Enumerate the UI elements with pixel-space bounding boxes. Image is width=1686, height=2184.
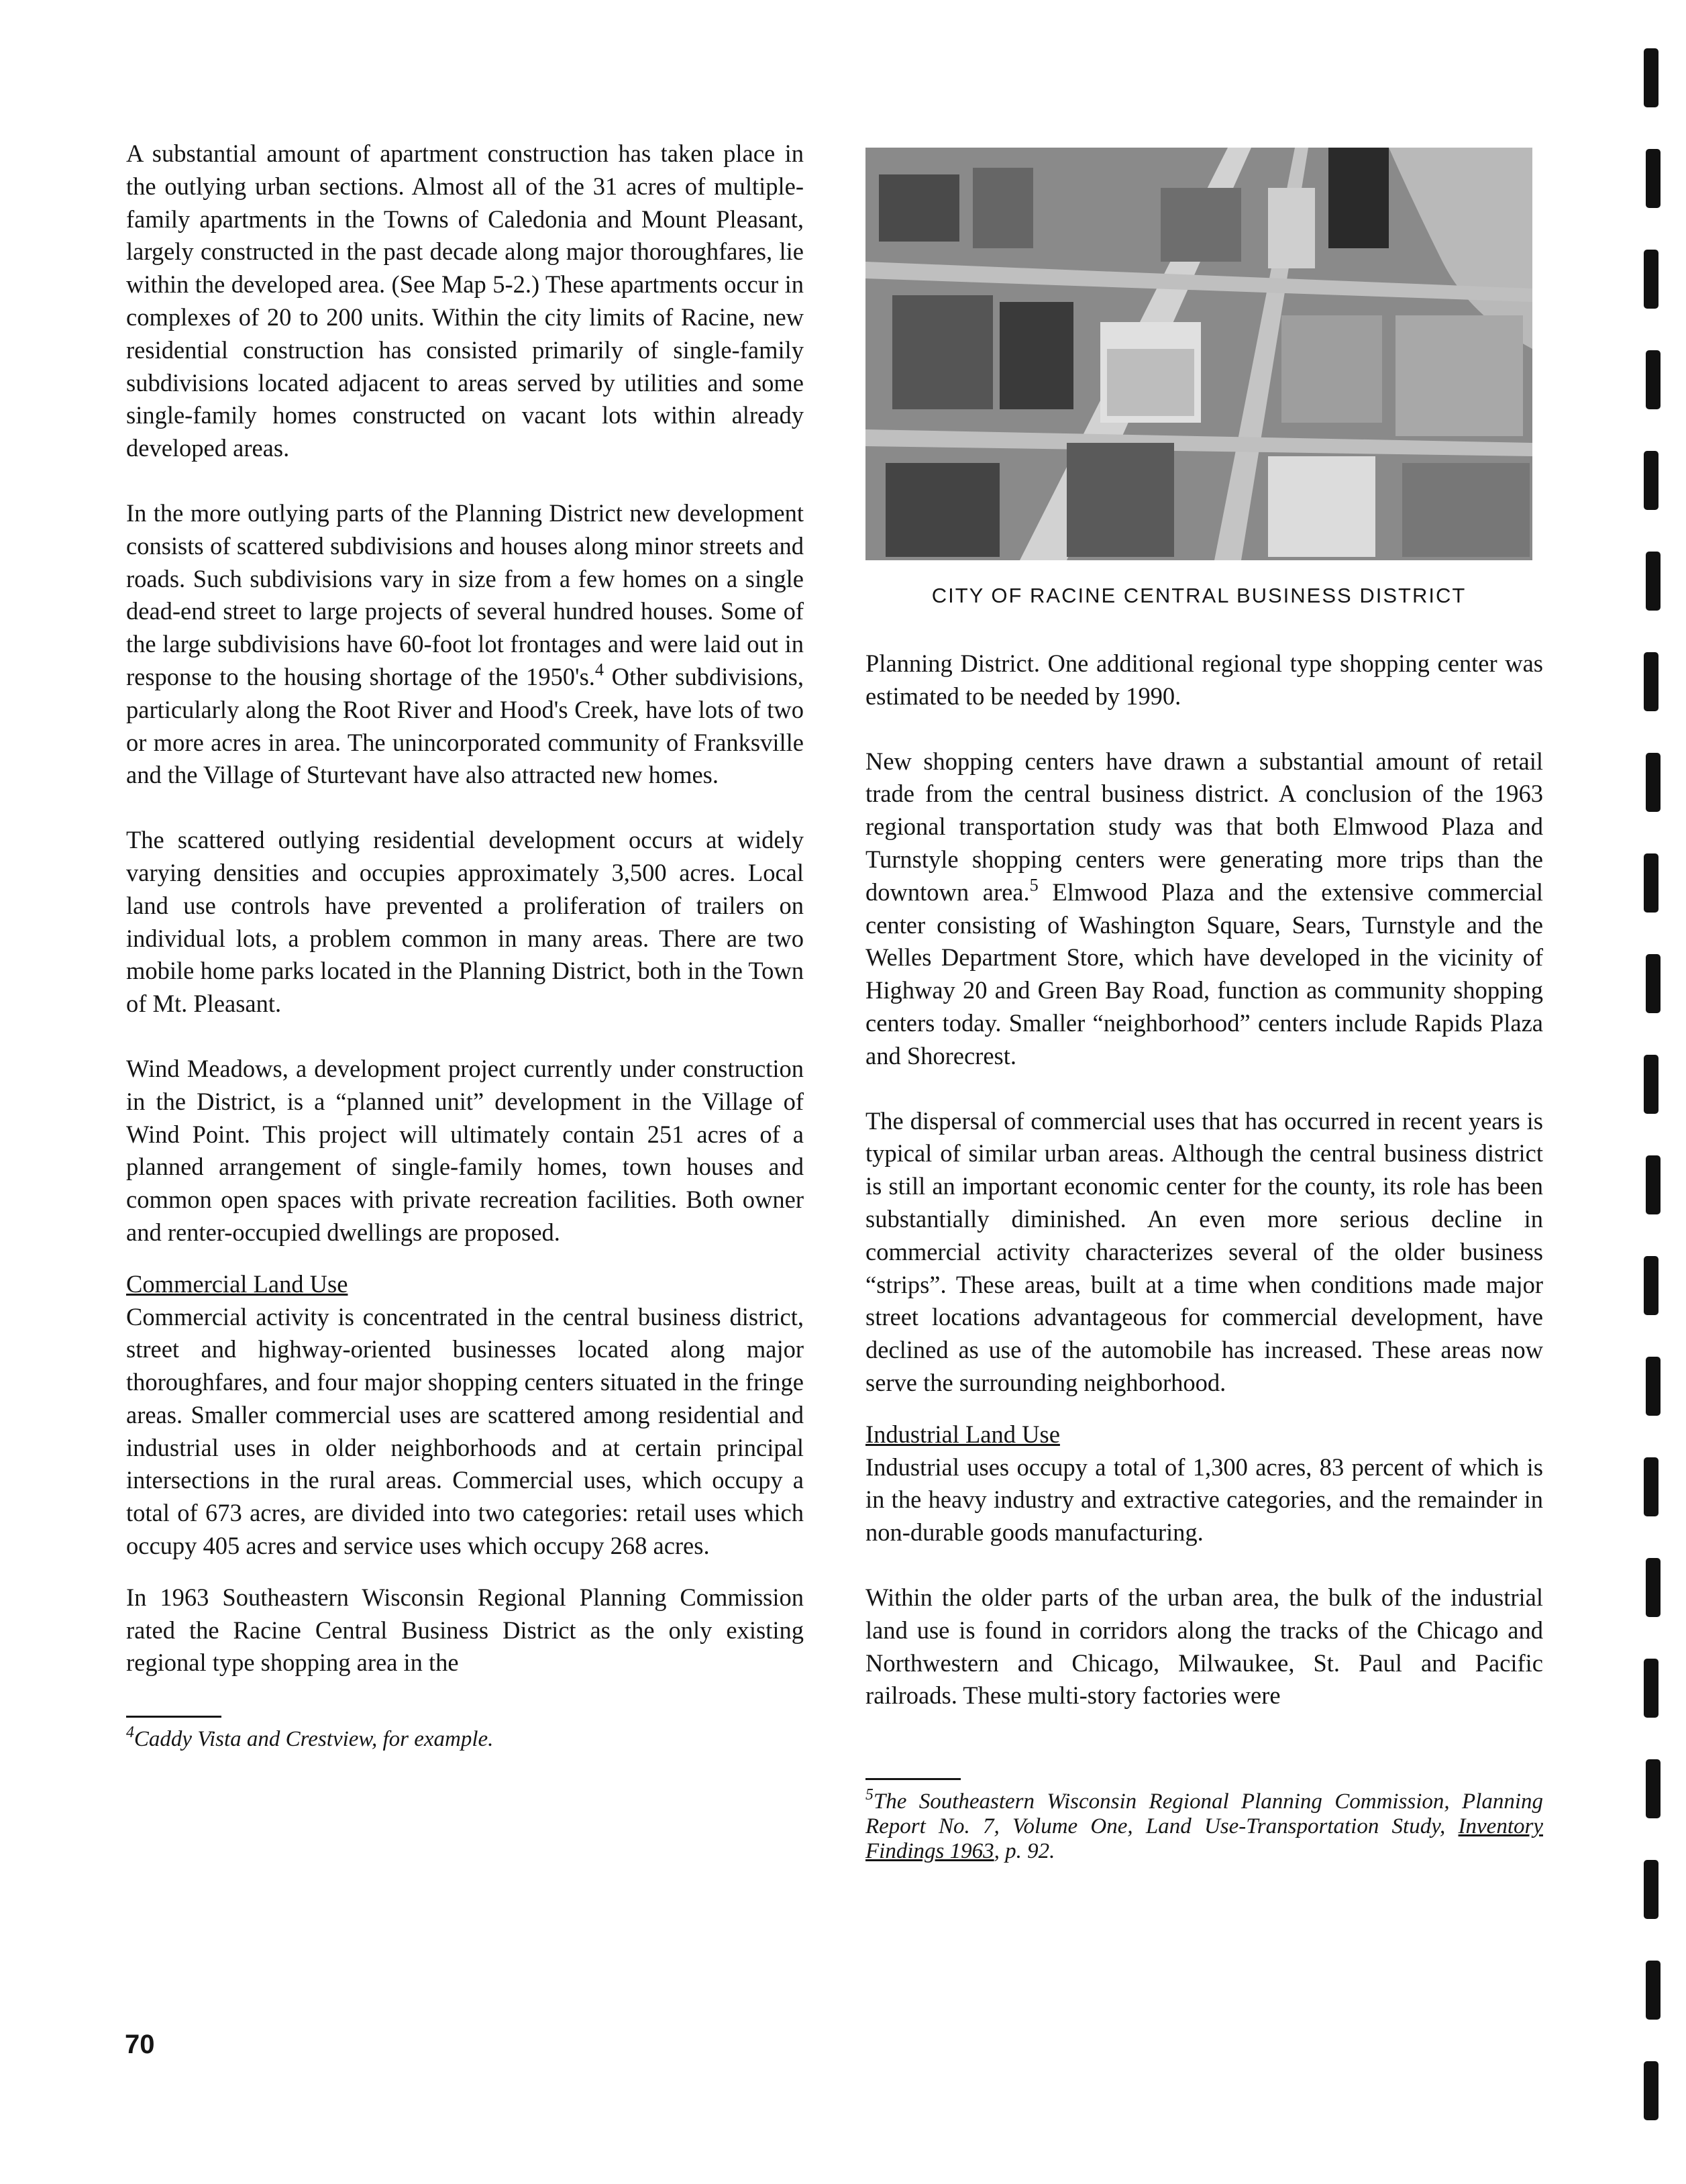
binding-mark bbox=[1644, 1256, 1658, 1315]
photo-caption: CITY OF RACINE CENTRAL BUSINESS DISTRICT bbox=[931, 584, 1467, 607]
binding-mark bbox=[1646, 753, 1661, 812]
binding-mark bbox=[1644, 1659, 1658, 1718]
footnote-5: $^5$The Southeastern Wisconsin Regional Planning Commission, Planning Report No. 7, Volume One, Land Use-Transportation Study, Inventory Findings 1963, p. 92. bbox=[865, 1786, 1543, 1864]
paragraph-wind-meadows: Wind Meadows, a development project currently under construction in the District, is a “planned unit” development in the Village of Wind Point. This project will ultimately contain 251 acres of a planned arrangement of single-family homes, town houses and common open spaces with private recreation facilities. Both owner and renter-occupied dwellings are proposed. bbox=[126, 1054, 804, 1246]
footnote-4: $^4$Caddy Vista and Crestview, for example. bbox=[126, 1724, 494, 1752]
binding-mark bbox=[1646, 1357, 1661, 1416]
binding-marks bbox=[1630, 0, 1677, 2184]
paragraph-scattered-development: The scattered outlying residential development occurs at widely varying densities and occupies approximately 3,500 acres. Local land use controls have prevented a proliferation of trailers on individual lots, a problem common in many areas. There are two mobile home parks located in the Planning District, both in the Town of Mt. Pleasant. bbox=[126, 826, 804, 1018]
binding-mark bbox=[1644, 2061, 1658, 2120]
paragraph-commercial-activity: Commercial activity is concentrated in the central business district, street and highway-oriented businesses located along major thoroughfares, and four major shopping centers situated in the fringe areas. Smaller commercial uses are scattered among residential and industrial uses in older neighborhoods and at certain principal intersections in the rural areas. Commercial uses, which occupy a total of 673 acres, are divided into two categories: retail uses which occupy 405 acres and service uses which occupy 268 acres. bbox=[126, 1302, 804, 1560]
binding-mark bbox=[1646, 1155, 1661, 1214]
footnote-reference-4: 4 bbox=[594, 660, 604, 680]
left-column bbox=[126, 138, 804, 1752]
paragraph-shopping-centers: New shopping centers have drawn a substantial amount of retail trade from the central business district. A conclusion of the 1963 regional transportation study was that both Elmwood Plaza and Turnstyle shopping centers were generating more trips than the downtown area.$^5$ Elmwood Plaza and the extensive commercial center consisting of Washington Square, Sears, Turnstyle and the Welles Department Store, which have developed in the vicinity of Highway 20 and Green Bay Road, function as community shopping centers today. Smaller “neighborhood” centers include Rapids Plaza and Shorecrest. bbox=[865, 747, 1543, 1070]
binding-mark bbox=[1644, 853, 1658, 913]
aerial-photo-central-business-district bbox=[865, 148, 1532, 560]
binding-mark bbox=[1644, 652, 1658, 711]
binding-mark bbox=[1646, 1961, 1661, 2020]
page-number: 70 bbox=[125, 2030, 155, 2059]
paragraph-apartment-construction: A substantial amount of apartment construction has taken place in the outlying urban sections. Almost all of the 31 acres of multiple-family apartments in the Towns of Caledonia and Mount Pleasant, largely constructed in the past decade along major thoroughfares, lie within the developed area. (See Map 5-2.) These apartments occur in complexes of 20 to 200 units. Within the city limits of Racine, new residential construction has consisted primarily of single-family subdivisions located adjacent to areas served by utilities and some single-family homes constructed on vacant lots within already developed areas. bbox=[126, 140, 804, 462]
paragraph-commercial-dispersal: The dispersal of commercial uses that has occurred in recent years is typical of similar urban areas. Although the central business district is still an important economic center for the county, its role has been substantially diminished. An even more serious decline in commercial activity characterizes several of the older business “strips”. These areas, built at a time when conditions made major street locations advantageous for commercial development, have declined as use of the automobile has increased. These areas now serve the surrounding neighborhood. bbox=[865, 1106, 1543, 1396]
heading-industrial-land-use: Industrial Land Use bbox=[865, 1420, 1060, 1448]
binding-mark bbox=[1644, 250, 1658, 309]
binding-mark bbox=[1644, 48, 1658, 107]
binding-mark bbox=[1646, 1558, 1661, 1617]
binding-mark bbox=[1644, 1055, 1658, 1114]
binding-mark bbox=[1646, 1759, 1661, 1818]
heading-commercial-land-use: Commercial Land Use bbox=[126, 1269, 348, 1298]
paragraph-industrial-corridors: Within the older parts of the urban area, the bulk of the industrial land use is found in corridors along the tracks of the Chicago and Northwestern and Chicago, Milwaukee, St. Paul and Pacific railroads. These multi-story factories were bbox=[865, 1583, 1543, 1710]
footnote-reference-5: 5 bbox=[1029, 875, 1039, 895]
paragraph-regional-shopping: In 1963 Southeastern Wisconsin Regional Planning Commission rated the Racine Central Business District as the only existing regional type shopping area in the bbox=[126, 1583, 804, 1677]
binding-mark bbox=[1646, 552, 1661, 611]
binding-mark bbox=[1646, 149, 1661, 208]
binding-mark bbox=[1644, 1860, 1658, 1919]
paragraph-planning-district: Planning District. One additional regional type shopping center was estimated to be needed by 1990. bbox=[865, 649, 1543, 710]
right-column bbox=[865, 647, 1543, 1864]
paragraph-outlying-development: In the more outlying parts of the Planning District new development consists of scattered subdivisions and houses along minor streets and roads. Such subdivisions vary in size from a few homes on a single dead-end street to large projects of several hundred houses. Some of the large subdivisions have 60-foot lot frontages and were laid out in response to the housing shortage of the 1950's.$^4$ Other subdivisions, particularly along the Root River and Hood's Creek, have lots of two or more acres in area. The unincorporated community of Franksville and the Village of Sturtevant have also attracted new homes. bbox=[126, 499, 804, 789]
binding-mark bbox=[1646, 350, 1661, 409]
binding-mark bbox=[1644, 451, 1658, 510]
paragraph-industrial-uses: Industrial uses occupy a total of 1,300 acres, 83 percent of which is in the heavy industry and extractive categories, and the remainder in non-durable goods manufacturing. bbox=[865, 1453, 1543, 1547]
binding-mark bbox=[1646, 954, 1661, 1013]
binding-mark bbox=[1644, 1457, 1658, 1516]
